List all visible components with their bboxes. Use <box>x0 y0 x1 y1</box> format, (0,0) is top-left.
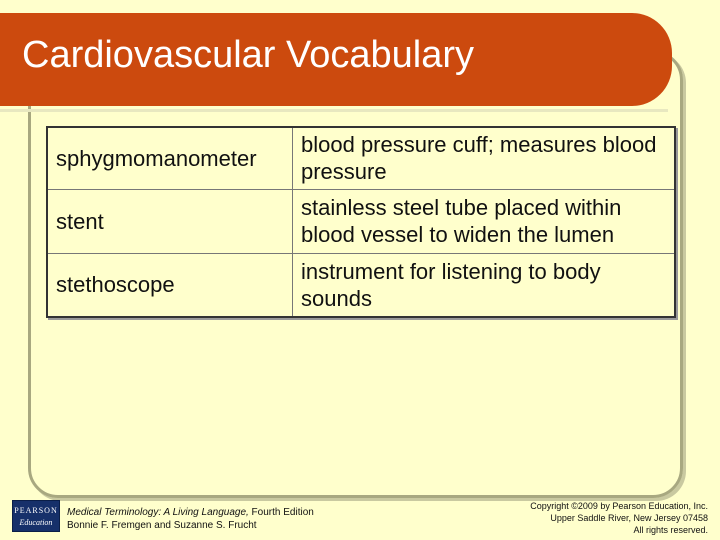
definition-cell: instrument for listening to body sounds <box>293 253 676 317</box>
copyright-line3: All rights reserved. <box>633 525 708 535</box>
pearson-logo <box>12 500 60 532</box>
definition-cell: stainless steel tube placed within blood vessel to widen the lumen <box>293 189 676 253</box>
book-authors: Bonnie F. Fremgen and Suzanne S. Frucht <box>67 520 257 531</box>
term-cell: stethoscope <box>47 253 293 317</box>
book-title: Medical Terminology: A Living Language, <box>67 507 249 518</box>
table-row <box>47 253 675 317</box>
logo-line1: PEARSON <box>14 506 58 515</box>
book-title-line <box>67 506 314 519</box>
copyright-line1: Copyright ©2009 by Pearson Education, Inc. <box>530 501 708 511</box>
copyright-line2: Upper Saddle River, New Jersey 07458 <box>550 513 708 523</box>
table-row <box>47 127 675 189</box>
slide-title: Cardiovascular Vocabulary <box>22 34 475 76</box>
book-citation <box>67 506 314 532</box>
copyright-notice <box>448 500 708 536</box>
definition-cell: blood pressure cuff; measures blood pressure <box>293 127 676 189</box>
table-row <box>47 189 675 253</box>
term-cell: stent <box>47 189 293 253</box>
logo-line2: Education <box>19 518 53 527</box>
book-edition: Fourth Edition <box>248 507 314 518</box>
term-cell: sphygmomanometer <box>47 127 293 189</box>
vocabulary-table <box>46 126 676 318</box>
